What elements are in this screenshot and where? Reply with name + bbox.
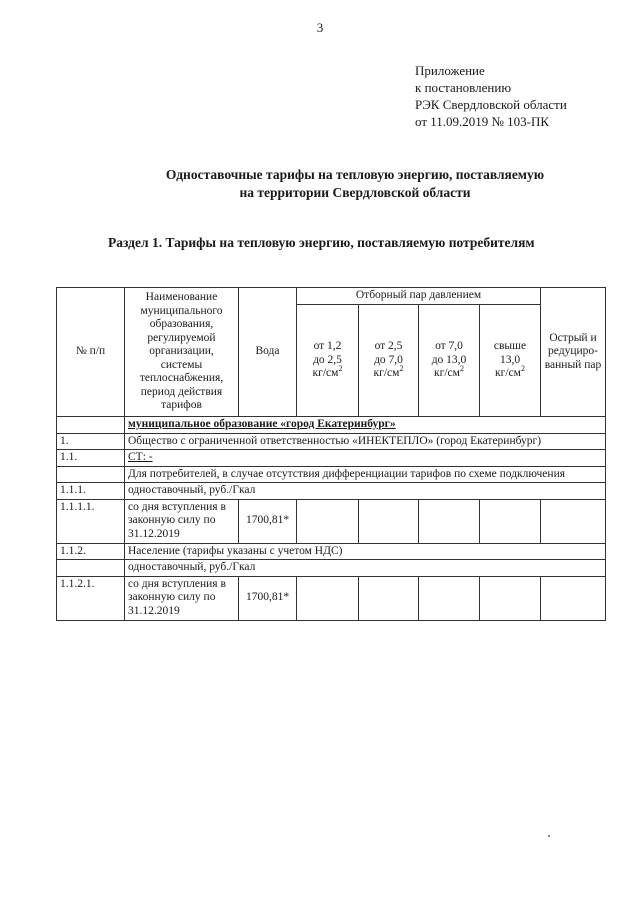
table-row [57,466,606,483]
scan-speck [548,835,550,837]
table-row [57,450,606,467]
header-steam-col [419,305,480,417]
table-cell [57,466,125,483]
table-cell [419,499,480,543]
row-num: 1.1.2.1. [57,576,125,620]
header-num: № п/п [57,288,125,417]
table-row [57,576,606,620]
steam-unit: $кг/см^2$ [434,364,464,380]
table-row [57,433,606,450]
steam-unit: $кг/см^2$ [312,364,343,380]
steam-range-to: до 13,0 [431,353,467,366]
document-title-line: на территории Свердловской области [239,185,471,200]
header-steam-col [480,305,541,417]
appendix-line: Приложение [415,63,485,78]
heat-system-name: СТ: - [125,450,606,467]
steam-range-from: свыше [493,340,527,353]
row-num: 1.1.1. [57,483,125,500]
table-cell [541,576,606,620]
period-label: со дня вступления в законную силу по 31.12.2019 [125,499,239,543]
water-tariff-value: 1700,81* [239,576,297,620]
table-cell [419,576,480,620]
steam-range-to: до 7,0 [374,353,403,366]
table-cell [57,560,125,577]
document-title-line: Одноставочные тарифы на тепловую энергию, поставляемую [165,167,545,182]
steam-unit: $кг/см^2$ [373,364,404,380]
appendix-line: от 11.09.2019 № 103-ПК [415,114,550,129]
tariff-table [56,287,606,621]
table-cell [480,576,541,620]
table-cell [297,576,359,620]
header-steam-group: Отборный пар давлением [297,288,541,305]
header-name: Наименование муниципального образования, регулируемой организации, системы теплоснабжения, период действия тарифов [125,288,239,417]
table-cell [297,499,359,543]
tariff-type: одноставочный, руб./Гкал [125,483,606,500]
steam-range-from: от 1,2 [313,340,342,353]
section-label: Раздел 1. [108,235,163,250]
population-label: Население (тарифы указаны с учетом НДС) [125,543,606,560]
row-num: 1. [57,433,125,450]
table-row [57,560,606,577]
steam-range-from: от 7,0 [435,340,463,353]
steam-range-to: до 2,5 [313,353,342,366]
organization-name: Общество с ограниченной ответственностью «ИНЕКТЕПЛО» (город Екатеринбург) [125,433,606,450]
section-text: Тарифы на тепловую энергию, поставляемую потребителям [165,235,535,250]
municipality-label: муниципальное образование «город Екатеринбург» [125,417,606,434]
table-cell [359,499,419,543]
table-cell [57,417,125,434]
steam-range-to: 13,0 [499,353,521,366]
row-num: 1.1. [57,450,125,467]
table-cell [480,499,541,543]
header-steam-col [359,305,419,417]
row-num: 1.1.2. [57,543,125,560]
period-label: со дня вступления в законную силу по 31.12.2019 [125,576,239,620]
table-row [57,483,606,500]
appendix-block [415,62,567,130]
table-row [57,499,606,543]
header-sharp-steam: Острый и редуциро-ванный пар [541,288,606,417]
row-num: 1.1.1.1. [57,499,125,543]
appendix-line: РЭК Свердловской области [415,97,567,112]
steam-range-from: от 2,5 [374,340,403,353]
table-row [57,417,606,434]
header-steam-col [297,305,359,417]
table-cell [359,576,419,620]
section-title [108,235,535,251]
appendix-line: к постановлению [415,80,512,95]
water-tariff-value: 1700,81* [239,499,297,543]
table-row [57,543,606,560]
document-title [0,166,640,202]
page-number: 3 [316,20,324,35]
header-water: Вода [239,288,297,417]
tariff-type: одноставочный, руб./Гкал [125,560,606,577]
steam-unit: $кг/см^2$ [495,364,525,380]
table-cell [541,499,606,543]
consumers-note: Для потребителей, в случае отсутствия дифференциации тарифов по схеме подключения [125,466,606,483]
